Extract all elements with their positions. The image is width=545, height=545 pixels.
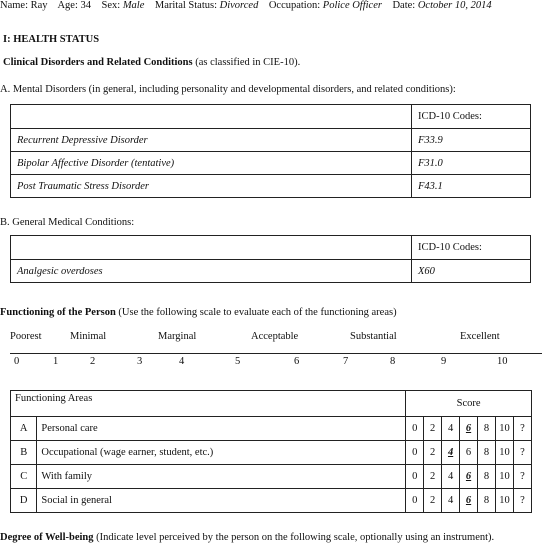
name-label: Name: — [0, 0, 28, 11]
area-letter: A — [11, 417, 37, 441]
clinical-heading — [3, 57, 300, 68]
mental-disorders-table — [10, 104, 531, 198]
scale-line — [10, 353, 542, 354]
scale-number: 8 — [390, 356, 396, 367]
section-title: I: HEALTH STATUS — [3, 34, 100, 45]
disorder-code: F33.9 — [412, 129, 531, 152]
sex-value: Male — [122, 0, 145, 11]
score-option[interactable]: ? — [513, 489, 531, 513]
codes-header: ICD-10 Codes: — [412, 105, 531, 129]
codes-header: ICD-10 Codes: — [412, 236, 531, 260]
scale-number: 2 — [90, 356, 96, 367]
score-option[interactable]: 0 — [406, 417, 424, 441]
disorder-name: Bipolar Affective Disorder (tentative) — [11, 152, 412, 175]
score-option[interactable]: 4 — [442, 465, 460, 489]
score-option[interactable]: 6 — [460, 441, 478, 465]
score-option[interactable]: 0 — [406, 465, 424, 489]
scale-label-excellent: Excellent — [460, 331, 500, 342]
table-header-empty — [11, 105, 412, 129]
score-option-selected[interactable]: 4 — [442, 441, 460, 465]
scale-number: 0 — [14, 356, 20, 367]
scale-number: 9 — [441, 356, 447, 367]
score-option[interactable]: 4 — [442, 417, 460, 441]
occupation-label: Occupation: — [268, 0, 321, 11]
wellbeing-title: Degree of Well-being — [0, 532, 94, 543]
score-option[interactable]: ? — [513, 417, 531, 441]
patient-header — [0, 0, 492, 11]
area-letter: D — [11, 489, 37, 513]
score-option[interactable]: 8 — [478, 489, 496, 513]
disorder-name: Recurrent Depressive Disorder — [11, 129, 412, 152]
score-option[interactable]: 10 — [495, 441, 513, 465]
score-option[interactable]: 0 — [406, 489, 424, 513]
score-header: Score — [406, 391, 532, 417]
score-option[interactable]: 2 — [424, 441, 442, 465]
score-option-selected[interactable]: 6 — [460, 465, 478, 489]
clinical-note: (as classified in CIE-10). — [195, 57, 301, 68]
area-letter: C — [11, 465, 37, 489]
scale-number: 1 — [53, 356, 59, 367]
general-conditions-table — [10, 235, 531, 283]
table-row — [11, 441, 532, 465]
date-label: Date: — [392, 0, 416, 11]
occupation-value: Police Officer — [322, 0, 382, 11]
table-row — [11, 489, 532, 513]
functioning-areas-header: Functioning Areas — [11, 391, 406, 417]
score-option[interactable]: ? — [513, 441, 531, 465]
functioning-heading — [0, 307, 397, 318]
score-option[interactable]: 8 — [478, 417, 496, 441]
score-option-selected[interactable]: 6 — [460, 417, 478, 441]
scale-label-minimal: Minimal — [70, 331, 107, 342]
score-option[interactable]: 10 — [495, 489, 513, 513]
age-label: Age: — [57, 0, 78, 11]
functioning-areas-table — [10, 390, 532, 513]
table-row — [11, 465, 532, 489]
wellbeing-note: (Indicate level perceived by the person on the following scale, optionally using an instrument). — [96, 532, 495, 543]
disorder-name: Post Traumatic Stress Disorder — [11, 175, 412, 198]
table-header-empty — [11, 236, 412, 260]
condition-code: X60 — [412, 260, 531, 283]
sex-label: Sex: — [101, 0, 121, 11]
scale-label-substantial: Substantial — [350, 331, 397, 342]
table-row — [11, 417, 532, 441]
date-value: October 10, 2014 — [417, 0, 492, 11]
clinical-title: Clinical Disorders and Related Conditions — [3, 57, 193, 68]
wellbeing-heading — [0, 532, 494, 543]
condition-name: Analgesic overdoses — [11, 260, 412, 283]
marital-value: Divorced — [219, 0, 259, 11]
scale-label-marginal: Marginal — [158, 331, 197, 342]
score-option[interactable]: 4 — [442, 489, 460, 513]
general-heading: B. General Medical Conditions: — [0, 217, 135, 228]
marital-label: Marital Status: — [154, 0, 218, 11]
table-row — [11, 260, 531, 283]
scale-label-acceptable: Acceptable — [251, 331, 299, 342]
disorder-code: F31.0 — [412, 152, 531, 175]
score-option[interactable]: 0 — [406, 441, 424, 465]
area-name: Personal care — [37, 417, 406, 441]
scale-number: 3 — [137, 356, 143, 367]
functioning-note: (Use the following scale to evaluate each of the functioning areas) — [118, 307, 397, 318]
mental-heading: A. Mental Disorders (in general, including personality and developmental disorders, and related conditions): — [0, 84, 456, 95]
functioning-title: Functioning of the Person — [0, 307, 116, 318]
score-option[interactable]: 8 — [478, 441, 496, 465]
table-row — [11, 152, 531, 175]
score-option[interactable]: 2 — [424, 489, 442, 513]
score-option[interactable]: 8 — [478, 465, 496, 489]
disorder-code: F43.1 — [412, 175, 531, 198]
age-value: 34 — [80, 0, 92, 11]
score-option[interactable]: 2 — [424, 417, 442, 441]
score-option[interactable]: 10 — [495, 465, 513, 489]
score-option[interactable]: 10 — [495, 417, 513, 441]
scale-number: 7 — [343, 356, 349, 367]
score-option[interactable]: 2 — [424, 465, 442, 489]
scale-number: 4 — [179, 356, 185, 367]
score-option[interactable]: ? — [513, 465, 531, 489]
score-option-selected[interactable]: 6 — [460, 489, 478, 513]
area-letter: B — [11, 441, 37, 465]
table-row — [11, 129, 531, 152]
table-row — [11, 175, 531, 198]
scale-number: 6 — [294, 356, 300, 367]
area-name: Occupational (wage earner, student, etc.) — [37, 441, 406, 465]
scale-number: 5 — [235, 356, 241, 367]
area-name: With family — [37, 465, 406, 489]
name-value: Ray — [30, 0, 48, 11]
scale-number: 10 — [497, 356, 508, 367]
scale-label-poorest: Poorest — [10, 331, 42, 342]
area-name: Social in general — [37, 489, 406, 513]
